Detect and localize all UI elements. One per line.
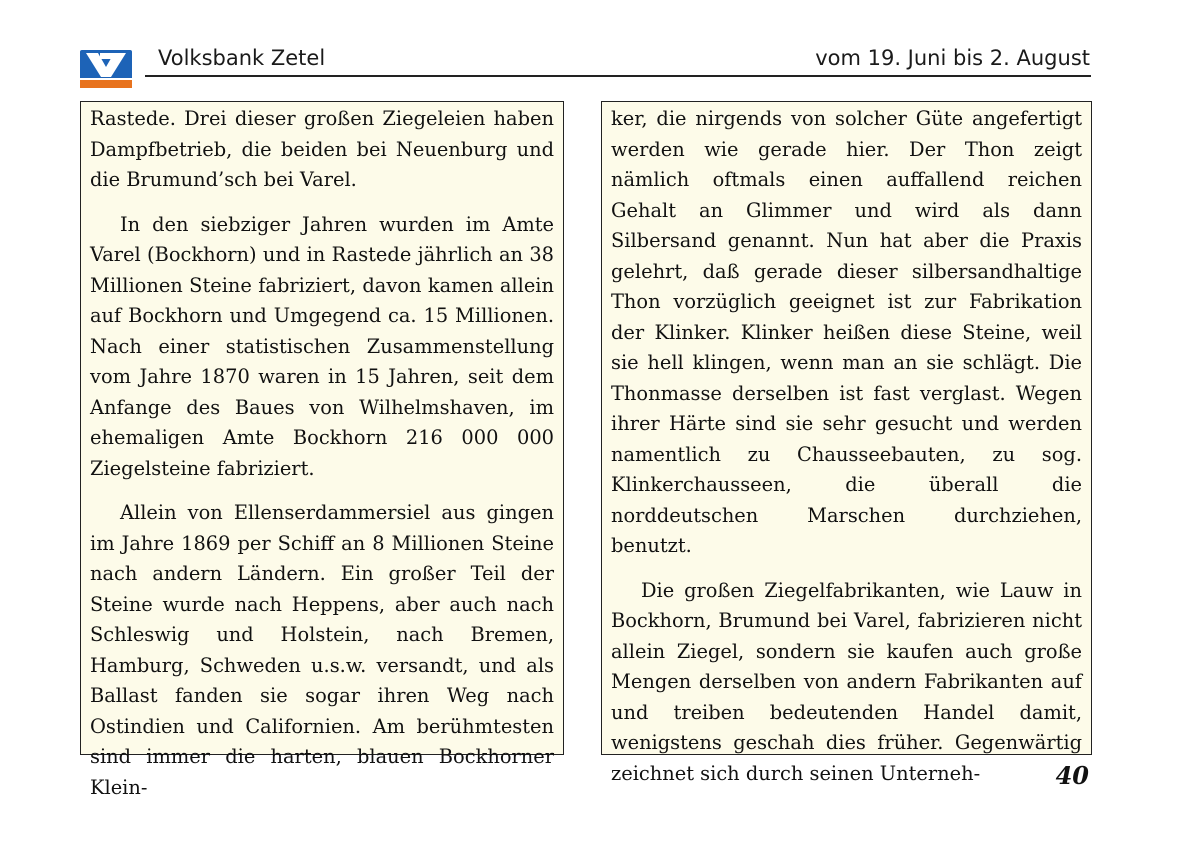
text-column-left bbox=[80, 101, 564, 799]
page-number: 40 bbox=[1055, 761, 1089, 790]
volksbank-logo-icon bbox=[80, 50, 132, 88]
paragraph: Allein von Ellenserdammersiel aus gingen im Jahre 1869 per Schiff an 8 Millionen Steine nach andern Ländern. Ein großer Teil der Steine wurde nach Heppens, aber auch nach Schleswig und Holstein, nach Bremen, Hamburg, Schweden u.s.w. versandt, und als Ballast fanden sie sogar ihren Weg nach Ostindien und Californien. Am berühmtesten sind immer die harten, blauen Bockhorner Klein- bbox=[90, 501, 554, 799]
paragraph: Rastede. Drei dieser großen Ziegeleien haben Dampfbetrieb, die beiden bei Neuenburg und die Brumund’sch bei Varel. bbox=[90, 107, 554, 191]
header-bank-name: Volksbank Zetel bbox=[158, 46, 326, 70]
paragraph: In den siebziger Jahren wurden im Amte Varel (Bockhorn) und in Rastede jährlich an 38 Millionen Steine fabriziert, davon kamen allein auf Bockhorn und Umgegend ca. 15 Millionen. Nach einer statistischen Zusammenstellung vom Jahre 1870 waren in 15 Jahren, seit dem Anfange des Baues von Wilhelmshaven, im ehemaligen Amte Bockhorn 216 000 000 Ziegelsteine fabriziert. bbox=[90, 212, 554, 480]
paragraph: ker, die nirgends von solcher Güte angefertigt werden wie gerade hier. Der Thon zeigt nämlich oftmals einen auffallend reichen Gehalt an Glimmer und wird als dann Silbersand genannt. Nun hat aber die Praxis gelehrt, daß gerade dieser silbersandhaltige Thon vorzüglich geeignet ist zur Fabrikation der Klinker. Klinker heißen diese Steine, weil sie hell klingen, wenn man an sie schlägt. Die Thonmasse derselben ist fast verglast. Wegen ihrer Härte sind sie sehr gesucht und werden namentlich zu Chausseebauten, zu sog. Klinkerchausseen, die überall die norddeutschen Marschen durchziehen, benutzt. bbox=[611, 107, 1082, 557]
header-date-range: vom 19. Juni bis 2. August bbox=[815, 46, 1090, 70]
paragraph: Die großen Ziegelfabrikanten, wie Lauw in Bockhorn, Brumund bei Varel, fabrizieren nicht allein Ziegel, sondern sie kaufen auch große Mengen derselben von andern Fabrikanten auf und treiben bedeutenden Handel damit, wenigstens geschah dies früher. Gegenwärtig zeichnet sich durch seinen Unterneh- bbox=[611, 578, 1082, 785]
header-rule bbox=[145, 75, 1091, 77]
